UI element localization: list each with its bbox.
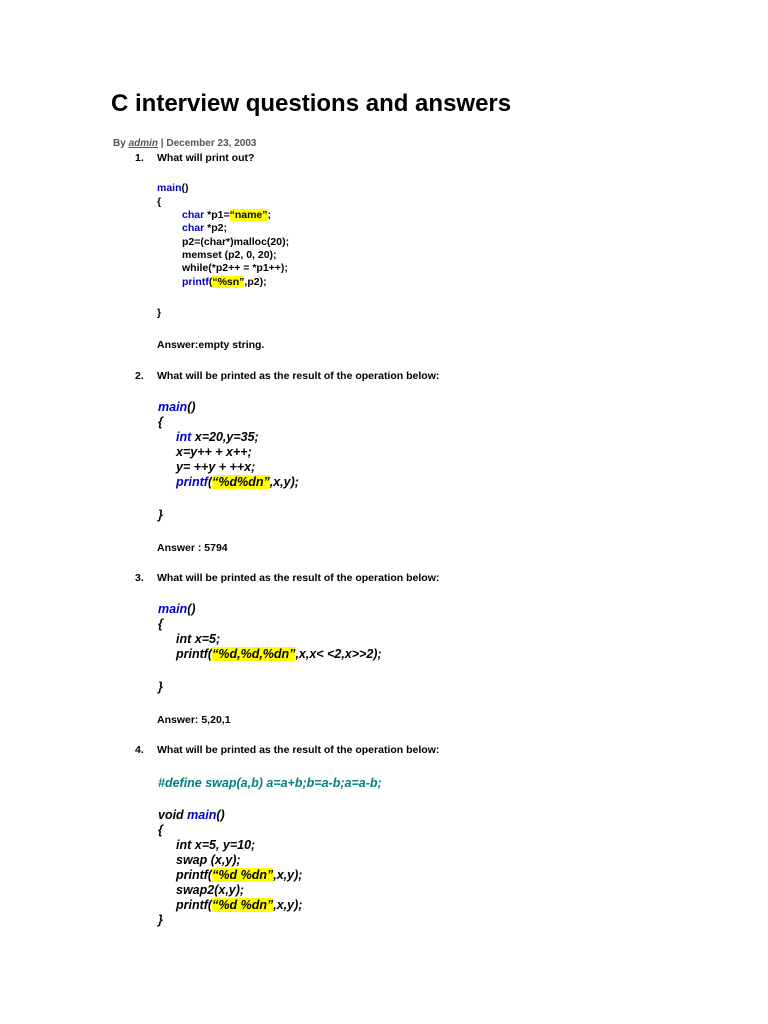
code-line	[158, 808, 225, 822]
code-line	[182, 222, 227, 234]
answer-text: Answer: 5,20,1	[157, 714, 231, 726]
question-number: 1.	[135, 152, 144, 164]
code-line	[182, 209, 271, 221]
code-keyword: char	[182, 209, 205, 221]
code-keyword: main	[158, 400, 188, 414]
question-text: What will be printed as the result of the operation below:	[157, 572, 440, 584]
code-line	[176, 430, 259, 444]
code-line	[176, 898, 302, 912]
question-number: 2.	[135, 370, 144, 382]
code-line	[157, 182, 189, 194]
code-text: printf(	[176, 647, 213, 661]
code-line: }	[158, 508, 163, 522]
code-text: ;	[267, 209, 272, 221]
code-line	[176, 647, 382, 661]
code-text: ()	[181, 182, 189, 194]
code-line: swap (x,y);	[176, 853, 241, 867]
code-text: (	[207, 475, 213, 489]
highlighted-string: “%sn”	[212, 276, 245, 288]
code-line: }	[158, 913, 163, 927]
code-line: }	[158, 680, 163, 694]
code-line: int x=5, y=10;	[176, 838, 256, 852]
highlighted-string: “name”	[229, 209, 268, 221]
code-line	[176, 475, 299, 489]
highlighted-string: “%d %dn”	[212, 898, 274, 912]
code-keyword: main	[158, 602, 188, 616]
code-keyword: int	[176, 430, 192, 444]
code-text: ,x,y);	[273, 868, 303, 882]
code-keyword: main	[157, 182, 182, 194]
author-link[interactable]: admin	[128, 138, 159, 149]
code-line	[158, 400, 196, 414]
code-text: (	[208, 276, 213, 288]
code-keyword: char	[182, 222, 205, 234]
code-line	[158, 602, 196, 616]
publish-date: December 23, 2003	[166, 138, 257, 149]
answer-text: Answer:empty string.	[157, 339, 265, 351]
code-text: printf(	[176, 898, 213, 912]
byline-by: By	[113, 138, 129, 149]
code-text: ,x,y);	[273, 898, 303, 912]
code-line	[182, 276, 267, 288]
code-line: int x=5;	[176, 632, 221, 646]
code-keyword: main	[187, 808, 217, 822]
highlighted-string: “%d%dn”	[212, 475, 270, 489]
question-text: What will be printed as the result of the operation below:	[157, 744, 440, 756]
code-line	[176, 868, 302, 882]
code-line: while(*p2++ = *p1++);	[182, 262, 288, 274]
code-keyword: printf	[176, 475, 208, 489]
question-text: What will be printed as the result of the operation below:	[157, 370, 440, 382]
code-line: p2=(char*)malloc(20);	[182, 236, 290, 248]
code-line: memset (p2, 0, 20);	[182, 249, 277, 261]
code-text: printf(	[176, 868, 213, 882]
code-text: *p1=	[204, 209, 230, 221]
code-line: }	[157, 307, 162, 319]
code-line: {	[158, 415, 163, 429]
code-keyword: printf	[182, 276, 209, 288]
code-line: x=y++ + x++;	[176, 445, 252, 459]
byline	[113, 138, 256, 149]
highlighted-string: “%d %dn”	[212, 868, 274, 882]
page-title: C interview questions and answers	[111, 90, 512, 117]
code-text: ()	[187, 400, 196, 414]
define-macro-line: #define swap(a,b) a=a+b;b=a-b;a=a-b;	[158, 776, 382, 790]
highlighted-string: “%d,%d,%dn”	[212, 647, 296, 661]
code-text: ,x,y);	[269, 475, 299, 489]
code-text: ,p2);	[244, 276, 267, 288]
code-text: ()	[216, 808, 225, 822]
answer-text: Answer : 5794	[157, 542, 228, 554]
code-text: *p2;	[204, 222, 227, 234]
byline-separator: |	[158, 138, 167, 149]
question-text: What will print out?	[157, 152, 255, 164]
code-text: x=20,y=35;	[191, 430, 259, 444]
code-line: {	[158, 823, 163, 837]
code-line: y= ++y + ++x;	[176, 460, 256, 474]
question-number: 3.	[135, 572, 144, 584]
question-number: 4.	[135, 744, 144, 756]
code-text: void	[158, 808, 188, 822]
code-line: {	[157, 196, 162, 208]
code-text: ()	[187, 602, 196, 616]
code-text: ,x,x< <2,x>>2);	[295, 647, 382, 661]
code-line: {	[158, 617, 163, 631]
code-line: swap2(x,y);	[176, 883, 245, 897]
